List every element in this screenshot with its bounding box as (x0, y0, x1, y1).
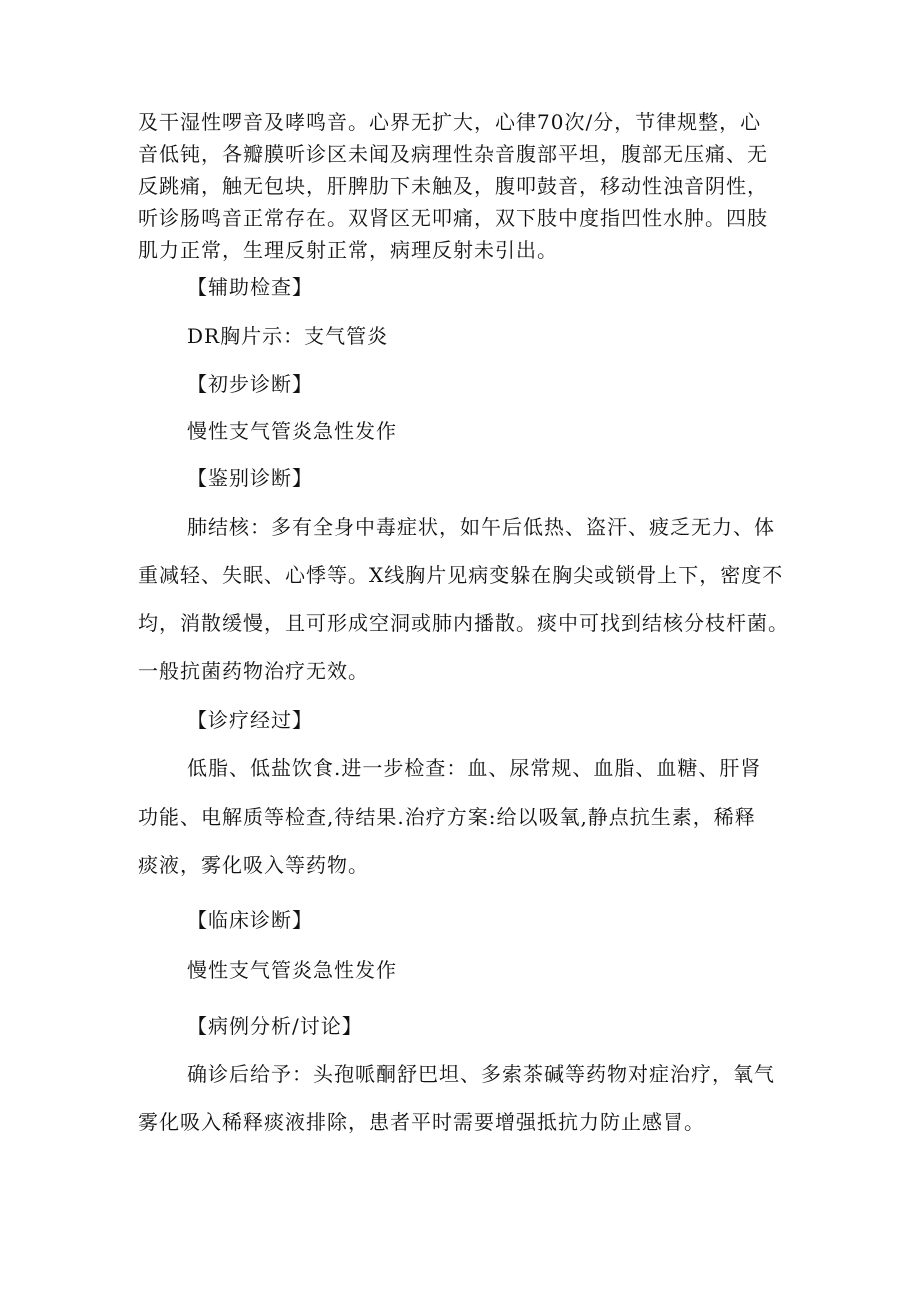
treatment-text-line: 痰液，雾化吸入等药物。 (138, 853, 369, 877)
exam-text-line: 反跳痛，触无包块，肝脾肋下未触及，腹叩鼓音，移动性浊音阴性， (138, 174, 768, 198)
aux-exam-text: DR胸片示：支气管炎 (187, 324, 389, 348)
treatment-heading: 【诊疗经过】 (187, 708, 313, 732)
clinical-diagnosis-heading: 【临床诊断】 (187, 908, 313, 932)
exam-text-line: 及干湿性啰音及哮鸣音。心界无扩大，心律70次/分，节律规整，心 (138, 110, 762, 134)
case-analysis-heading: 【病例分析/讨论】 (187, 1014, 363, 1038)
exam-text-line: 肌力正常，生理反射正常，病理反射未引出。 (138, 238, 558, 262)
prelim-diagnosis-heading: 【初步诊断】 (187, 372, 313, 396)
aux-exam-heading: 【辅助检查】 (187, 275, 313, 299)
differential-text-line: 肺结核：多有全身中毒症状，如午后低热、盗汗、疲乏无力、体 (187, 515, 775, 539)
prelim-diagnosis-text: 慢性支气管炎急性发作 (187, 419, 397, 443)
clinical-diagnosis-text: 慢性支气管炎急性发作 (187, 958, 397, 982)
treatment-text-line: 低脂、低盐饮食.进一步检查：血、尿常规、血脂、血糖、肝肾 (187, 756, 762, 780)
exam-text-line: 音低钝，各瓣膜听诊区未闻及病理性杂音腹部平坦，腹部无压痛、无 (138, 142, 768, 166)
treatment-text-line: 功能、电解质等检查,待结果.治疗方案:给以吸氧,静点抗生素，稀释 (138, 805, 756, 829)
exam-text-line: 听诊肠鸣音正常存在。双肾区无叩痛，双下肢中度指凹性水肿。四肢 (138, 206, 768, 230)
case-analysis-text-line: 确诊后给予：头孢哌酮舒巴坦、多索茶碱等药物对症治疗，氧气 (187, 1062, 775, 1086)
differential-heading: 【鉴别诊断】 (187, 466, 313, 490)
case-analysis-text-line: 雾化吸入稀释痰液排除，患者平时需要增强抵抗力防止感冒。 (138, 1110, 705, 1134)
differential-text-line: 重减轻、失眠、心悸等。X线胸片见病变躲在胸尖或锁骨上下，密度不 (138, 563, 784, 587)
differential-text-line: 一般抗菌药物治疗无效。 (138, 659, 369, 683)
differential-text-line: 均，消散缓慢，且可形成空洞或肺内播散。痰中可找到结核分枝杆菌。 (138, 611, 789, 635)
